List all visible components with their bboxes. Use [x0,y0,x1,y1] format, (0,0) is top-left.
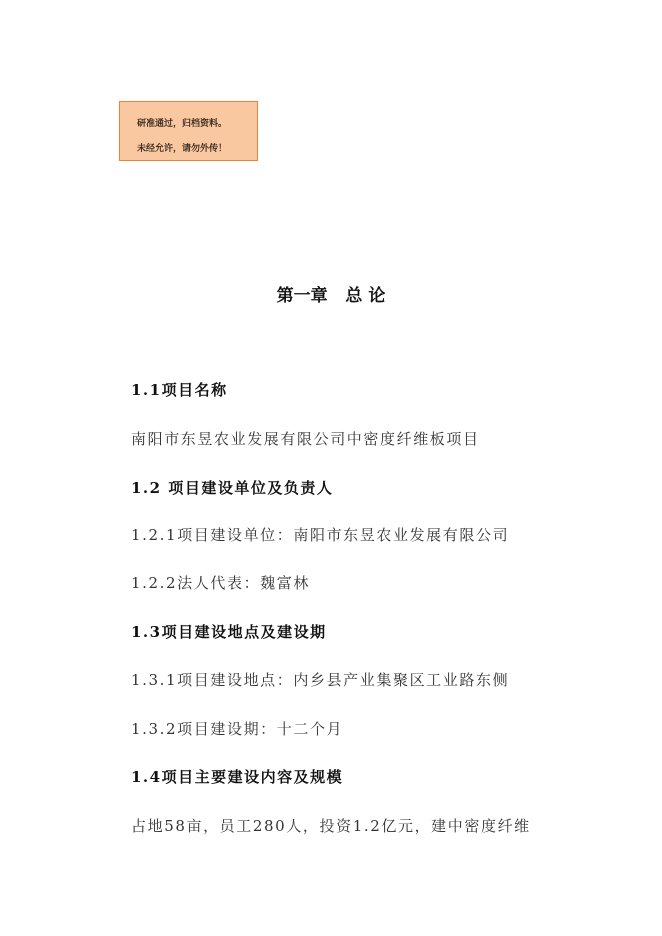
approval-stamp [119,101,258,161]
project-name-text: 南阳市东昱农业发展有限公司中密度纤维板项目 [131,430,480,448]
section-3-heading: 1.3项目建设地点及建设期 [131,623,327,641]
section-2-heading: 1.2 项目建设单位及负责人 [131,479,334,497]
chapter-title: 第一章 总 论 [276,286,386,306]
stamp-line-2: 未经允许，请勿外传！ [137,144,228,154]
construction-scale-text: 占地58亩，员工280人，投资1.2亿元，建中密度纤维 [131,817,531,835]
construction-unit-text: 1.2.1项目建设单位：南阳市东昱农业发展有限公司 [131,526,510,544]
construction-location-text: 1.3.1项目建设地点：内乡县产业集聚区工业路东侧 [131,671,510,689]
stamp-line-1: 研准通过，归档资料。 [137,119,228,129]
legal-representative-text: 1.2.2法人代表：魏富林 [131,574,310,592]
construction-period-text: 1.3.2项目建设期：十二个月 [131,720,344,738]
section-4-heading: 1.4项目主要建设内容及规模 [131,768,344,786]
section-1-heading: 1.1项目名称 [131,381,228,399]
